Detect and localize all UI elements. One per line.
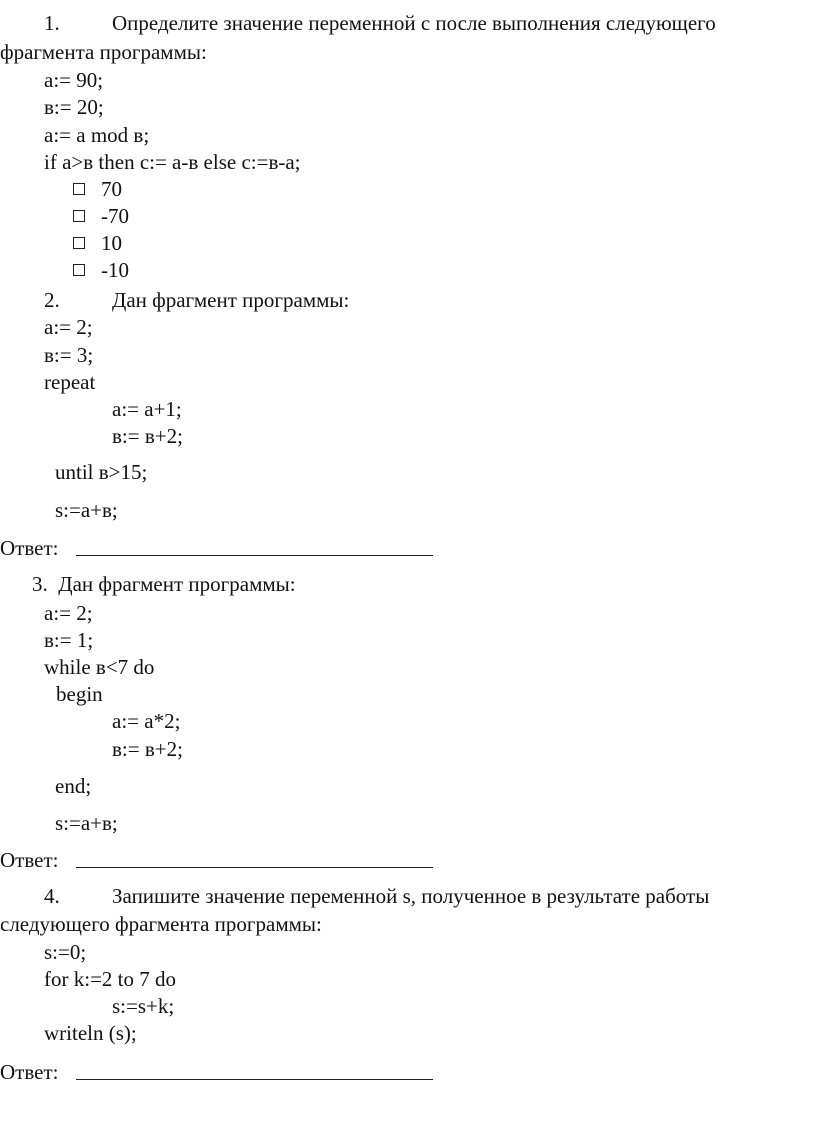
code-line: a:= 90; bbox=[44, 68, 104, 92]
question-3-title: 3. Дан фрагмент программы: bbox=[32, 572, 296, 596]
code-line: a:= a*2; bbox=[112, 709, 181, 733]
code-line: s:=a+в; bbox=[55, 811, 118, 835]
question-4-title: Запишите значение переменной s, полученное в результате работы bbox=[112, 884, 710, 908]
code-line: repeat bbox=[44, 370, 96, 394]
code-line: в:= 3; bbox=[44, 343, 94, 367]
answer-blank[interactable] bbox=[76, 555, 433, 556]
answer-label: Ответ: bbox=[0, 1060, 59, 1084]
question-2-number: 2. bbox=[44, 288, 60, 312]
answer-label: Ответ: bbox=[0, 536, 59, 560]
code-line: s:=s+k; bbox=[112, 994, 175, 1018]
checkbox-icon[interactable] bbox=[73, 183, 85, 195]
question-2-title: Дан фрагмент программы: bbox=[112, 288, 350, 312]
checkbox-icon[interactable] bbox=[73, 264, 85, 276]
option-label: -10 bbox=[101, 258, 129, 282]
option-label: -70 bbox=[101, 204, 129, 228]
code-line: s:=a+в; bbox=[55, 498, 118, 522]
code-line: for k:=2 to 7 do bbox=[44, 967, 176, 991]
answer-blank[interactable] bbox=[76, 1079, 433, 1080]
question-4-title-cont: следующего фрагмента программы: bbox=[0, 912, 322, 936]
code-line: в:= 20; bbox=[44, 95, 104, 119]
question-1-title: Определите значение переменной с после выполнения следующего bbox=[112, 11, 716, 35]
option-label: 70 bbox=[101, 177, 122, 201]
code-line: end; bbox=[55, 774, 92, 798]
question-4-number: 4. bbox=[44, 884, 60, 908]
code-line: until в>15; bbox=[55, 460, 148, 484]
code-line: в:= 1; bbox=[44, 628, 94, 652]
code-line: в:= в+2; bbox=[112, 424, 183, 448]
option-label: 10 bbox=[101, 231, 122, 255]
checkbox-icon[interactable] bbox=[73, 237, 85, 249]
code-line: begin bbox=[56, 682, 103, 706]
code-line: writeln (s); bbox=[44, 1021, 137, 1045]
code-line: a:= a+1; bbox=[112, 397, 182, 421]
code-line: if a>в then c:= a-в else c:=в-a; bbox=[44, 150, 301, 174]
code-line: a:= 2; bbox=[44, 601, 93, 625]
answer-label: Ответ: bbox=[0, 848, 59, 872]
code-line: в:= в+2; bbox=[112, 737, 183, 761]
answer-blank[interactable] bbox=[76, 867, 433, 868]
code-line: while в<7 do bbox=[44, 655, 155, 679]
code-line: a:= a mod в; bbox=[44, 123, 150, 147]
code-line: s:=0; bbox=[44, 940, 87, 964]
question-1-title-cont: фрагмента программы: bbox=[0, 40, 207, 64]
code-line: a:= 2; bbox=[44, 315, 93, 339]
checkbox-icon[interactable] bbox=[73, 210, 85, 222]
question-1-number: 1. bbox=[44, 11, 60, 35]
